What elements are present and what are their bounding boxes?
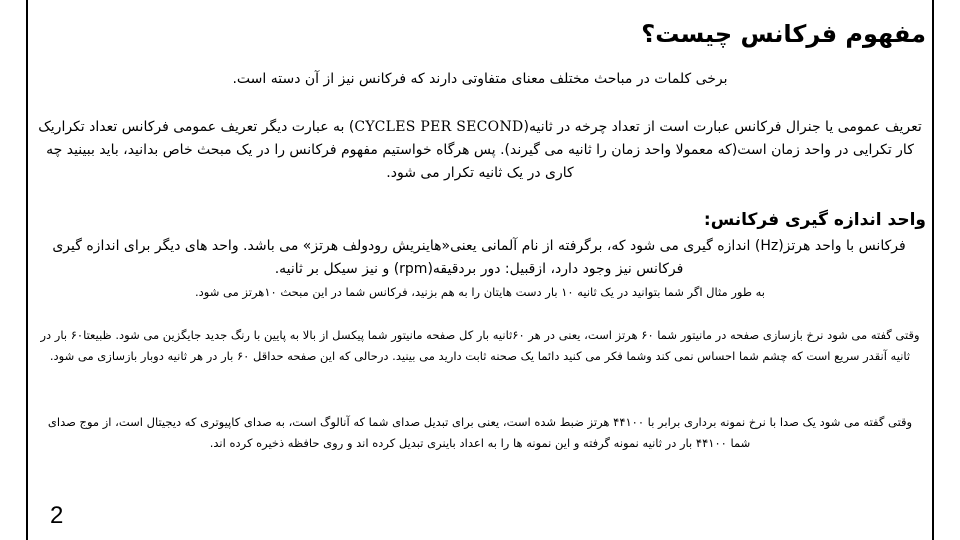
definition-text-end: ) به عبارت دیگر تعریف عمومی فرکانس تعداد تکراریک کار تکرایی در واحد زمان است(که معمولا واحد زمان را ثانیه می گیرند). پس هرگاه خواستیم مفهوم فرکانس را در یک مبحث خاص بدانید، باید ببینید چه کاری در یک ثانیه تکرار می شود.	[38, 119, 914, 181]
slide-border-right	[932, 0, 934, 540]
example-monitor-paragraph: وقتی گفته می شود نرخ بازسازی صفحه در مانیتور شما ۶۰ هرتز است، یعنی در هر ۶۰ثانیه بار کل صفحه مانیتور شما پیکسل از بالا به پایین با رنگ جدید جایگزین می شود. ظبیعتا۶۰ بار در ثانیه آنقدر سریع است که چشم شما احساس نمی کند وشما فکر می کنید دائما یک صحنه ثابت دارید می بینید. درحالی که این صفحه حداقل ۶۰ بار در هر ثانیه دوبار بازسازی می شود.	[40, 328, 920, 363]
page-number: 2	[50, 502, 64, 529]
slide-border-left	[26, 0, 28, 540]
intro-paragraph: برخی کلمات در مباحث مختلف معنای متفاوتی دارند که فرکانس نیز از آن دسته است.	[232, 71, 728, 87]
example-clapping-paragraph: به طور مثال اگر شما بتوانید در یک ثانیه ۱۰ بار دست هایتان را به هم بزنید، فرکانس شما در این مبحث ۱۰هرتز می شود.	[195, 285, 765, 299]
example-audio-paragraph: وقتی گفته می شود یک صدا با نرخ نمونه برداری برابر با ۴۴۱۰۰ هرتز ضبط شده است، یعنی برای تبدیل صدای شما که آنالوگ است، به صدای کاپیوتری که دیجیتال است، از موج صدای شما ۴۴۱۰۰ بار در ثانیه نمونه گرفته و این نمونه ها را به اعداد باینری تبدیل کرده اند و روی حافظه ذخیره کرده اند.	[47, 415, 913, 450]
definition-english-term: CYCLES PER SECOND	[354, 119, 524, 135]
page-title: مفهوم فرکانس چیست؟	[641, 20, 926, 48]
section-heading-units: واحد اندازه گیری فرکانس:	[703, 210, 926, 230]
definition-paragraph	[32, 116, 928, 185]
definition-text-start: تعریف عمومی یا جنرال فرکانس عبارت است از تعداد چرخه در ثانیه(	[523, 119, 922, 135]
units-paragraph: فرکانس با واحد هرتز(Hz) اندازه گیری می شود که، برگرفته از نام آلمانی یعنی«هاینریش رودولف هرتز» می باشد. واحد های دیگر برای اندازه گیری فرکانس نیز وجود دارد، ازقبیل: دور بردقیقه(rpm) و نیز سیکل بر ثانیه.	[52, 238, 906, 277]
